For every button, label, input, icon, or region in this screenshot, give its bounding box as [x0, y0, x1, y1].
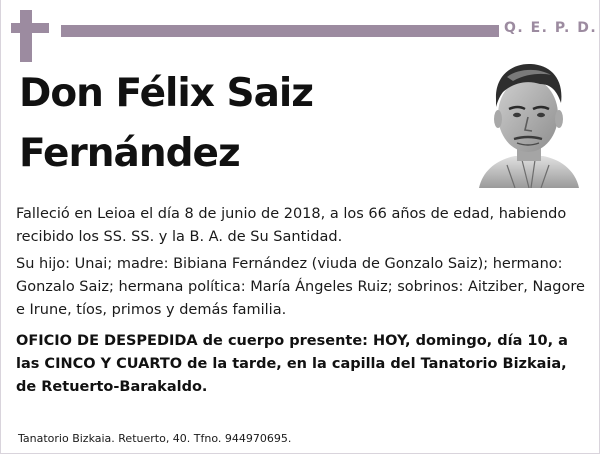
notice-body — [16, 203, 591, 326]
header-label: Q. E. P. D. — [504, 20, 598, 36]
funeral-home-contact: Tanatorio Bizkaia. Retuerto, 40. Tfno. 944970695. — [18, 432, 292, 445]
death-notice: Falleció en Leioa el día 8 de junio de 2018, a los 66 años de edad, habiendo recibido los SS. SS. y la B. A. de Su Santidad. — [16, 206, 567, 245]
cross-vertical-bar — [20, 10, 32, 62]
portrait-image — [477, 57, 580, 188]
cross-horizontal-bar — [11, 23, 49, 33]
deceased-photo — [477, 57, 580, 188]
funeral-service: OFICIO DE DESPEDIDA de cuerpo presente: HOY, domingo, día 10, a las CINCO Y CUARTO de la tarde, en la capilla del Tanatorio Bizkaia, de Retuerto-Barakaldo. — [16, 333, 568, 395]
family-list: Su hijo: Unai; madre: Bibiana Fernández (viuda de Gonzalo Saiz); hermano: Gonzalo Saiz; hermana política: María Ángeles Ruiz; sobrinos: Aitziber, Nagore e Irune, tíos, primos y demás familia. — [16, 256, 585, 318]
header-rule — [61, 25, 499, 37]
deceased-name: Don Félix Saiz Fernández — [19, 71, 313, 176]
